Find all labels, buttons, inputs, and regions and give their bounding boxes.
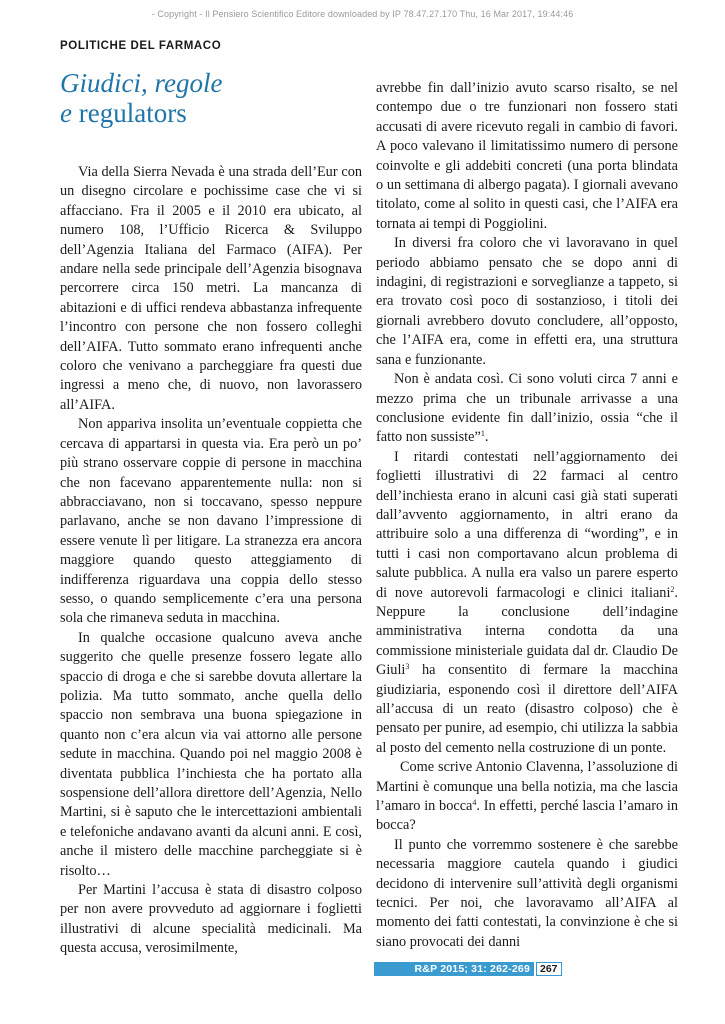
paragraph: Non appariva insolita un’eventuale coppietta che cercava di appartarsi in questa via. Era però un po’ più strano osservare coppie di persone in macchina che non facevano apparentemente nulla: non si abbracciavano, non si toccavano, spesso neppure parlavano, anche se non davano l’impressione di essere venute lì per litigare. La stranezza era ancora maggiore quando questo atteggiamento di indifferenza riguardava una coppia dello stesso sesso, o quando semplicemente c’era una persona sola che rimaneva seduta in macchina. bbox=[60, 416, 362, 627]
paragraph: In qualche occasione qualcuno aveva anche suggerito che quelle presenze fossero legate allo spaccio di droga e che si sarebbe dovuta allertare la polizia. Ma tutto sommato, anche quella dello spaccio non sembrava una buona spiegazione in quanto non c’era alcun via vai attorno alle persone sedute in macchina. Quando poi nel maggio 2008 è diventata pubblica l’inchiesta che ha portato alla sospensione dell’allora direttore dell’Agenzia, Nello Martini, si è saputo che le intercettazioni ambientali e telefoniche andavano avanti da alcuni anni. E così, anche il mistero delle macchine parcheggiate si è risolto… bbox=[60, 629, 362, 879]
paragraph-text: . In effetti, perché lascia l’amaro in bocca? bbox=[376, 798, 679, 834]
title-line-2-rest: regulators bbox=[71, 98, 187, 128]
title-line-2-italic: e bbox=[60, 98, 72, 128]
paragraph-text: Come scrive Antonio Clavenna, l’assoluzione di Martini è comunque una bella notizia, ma che lascia l’amaro in bocca bbox=[376, 759, 678, 815]
title-line-2 bbox=[60, 98, 360, 128]
page-number: 267 bbox=[536, 962, 562, 976]
copyright-notice: - Copyright - Il Pensiero Scientifico Editore downloaded by IP 78.47.27.170 Thu, 16 Mar 2017, 19:44:46 bbox=[151, 9, 574, 19]
paragraph: avrebbe fin dall’inizio avuto scarso risalto, se nel contempo due o tre funzionari non fossero stati accusati di avere ricevuto regali in cambio di favori. A poco valevano il limitatissimo numero di persone coinvolte e gli addebiti concreti (una porta blindata o un settimana di albergo pagata). I giornali avevano titolato, come al solito in questi casi, che l’AIFA era tornata ai tempi di Poggiolini. bbox=[376, 80, 678, 232]
paragraph-text: ha consentito di fermare la macchina giudiziaria, esponendo così il direttore dell’AIFA all’accusa di un reato (disastro colposo) che è pensato per punire, ad esempio, chi utilizza la sabbia al posto del cemento nella costruzione di un ponte. bbox=[376, 662, 678, 756]
footnote-ref-3: 3 bbox=[405, 662, 410, 672]
paragraph: In diversi fra coloro che vi lavoravano in quel periodo abbiamo pensato che se dopo anni di indagini, di registrazioni e sorveglianze a tappeto, si era trovato così poco di sostanzioso, i titoli dei giornali avrebbero dovuto concludere, all’opposto, che l’AIFA era, come in effetti era, una struttura sana e funzionante. bbox=[376, 235, 678, 368]
paragraph: Via della Sierra Nevada è una strada dell’Eur con un disegno circolare e pochissime case che vi si affacciano. Fra il 2005 e il 2010 era ubicato, al numero 108, l’Ufficio Ricerca & Sviluppo dell’Agenzia Italiana del Farmaco (AIFA). Per andare nella sede principale dell’Agenzia bisognava percorrere circa 150 metri. La mancanza di abitazioni e di uffici rendeva abbastanza infrequente l’incontro con persone che non fossero colleghi dell’AIFA. Tutto sommato erano infrequenti anche coloro che venivano a parcheggiare fra questi due ingressi a meno che, di nuovo, non lavorassero all’AIFA. bbox=[60, 164, 362, 413]
title-line-1: Giudici, regole bbox=[60, 68, 223, 98]
paragraph bbox=[376, 370, 678, 448]
right-column bbox=[376, 79, 678, 952]
footnote-ref-4: 4 bbox=[472, 798, 477, 808]
left-column bbox=[60, 163, 362, 959]
journal-citation: R&P 2015; 31: 262-269 bbox=[374, 962, 534, 976]
paragraph-text: . bbox=[484, 429, 489, 446]
section-label: POLITICHE DEL FARMACO bbox=[60, 40, 222, 52]
paragraph: Il punto che vorremmo sostenere è che sarebbe necessaria maggiore cautela quando i giudici decidono di intervenire sull’attività degli organismi tecnici. Per noi, che lavoravamo all’AIFA al momento dei fatti contestati, la convinzione è che si siano provocati dei danni bbox=[376, 836, 678, 950]
paragraph bbox=[376, 448, 678, 759]
paragraph: Per Martini l’accusa è stata di disastro colposo per non avere provveduto ad aggiornare i foglietti illustrativi di alcune specialità medicinali. Ma questa accusa, verosimilmente, bbox=[60, 882, 362, 957]
footnote-ref-1: 1 bbox=[480, 429, 485, 439]
paragraph bbox=[376, 758, 678, 836]
article-title bbox=[60, 68, 360, 128]
paragraph-text: I ritardi contestati nell’aggiornamento dei foglietti illustrativi di 22 farmaci al centro dell’inchiesta erano in alcuni casi già stati superati dall’avvento aggiornamento, in altri erano da attribuire solo a una differenza di “wording”, e in tutti i casi non comportavano alcun problema di salute pubblica. A nulla era valso un parere esperto di nove autorevoli farmacologi e clinici italiani bbox=[376, 448, 678, 601]
paragraph-text: Non è andata così. Ci sono voluti circa 7 anni e mezzo prima che un tribunale arrivasse a una conclusione evidente fin dall’inizio, ossia “che il fatto non sussiste” bbox=[376, 371, 678, 446]
paragraph-text: . Neppure la conclusione dell’indagine amministrativa interna condotta da una commissione ministeriale guidata dal dr. Claudio De Giuli bbox=[376, 584, 678, 679]
page-footer bbox=[374, 962, 562, 976]
footnote-ref-2: 2 bbox=[670, 584, 675, 594]
